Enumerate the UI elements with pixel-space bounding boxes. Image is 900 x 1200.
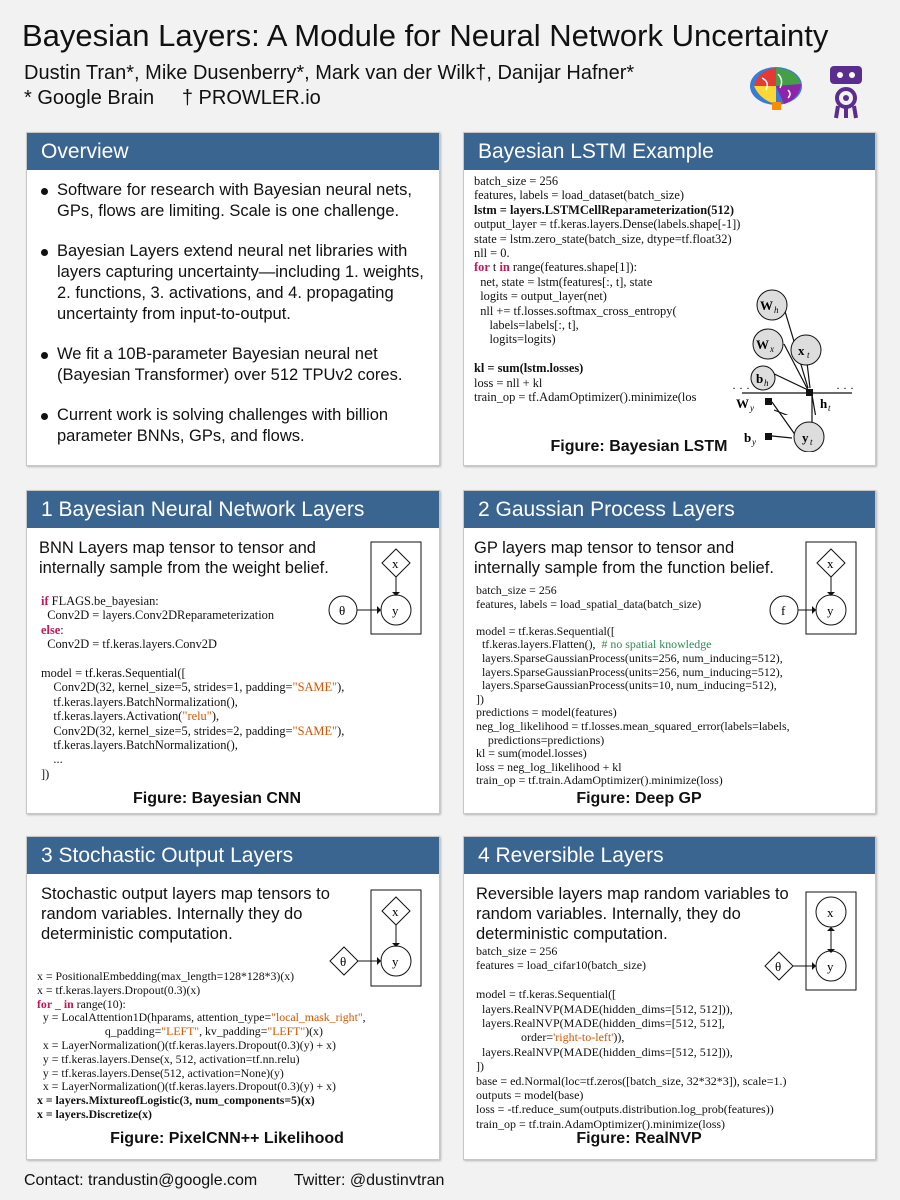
reversible-heading: 4 Reversible Layers	[464, 837, 875, 874]
lstm-node-by: b	[744, 430, 752, 445]
reversible-node-y: y	[827, 959, 834, 974]
bnn-node-theta: θ	[339, 603, 346, 618]
lstm-graphical-model	[732, 250, 872, 415]
bnn-panel	[26, 490, 440, 814]
bnn-description: BNN Layers map tensor to tensor and internally sample from the weight belief.	[39, 539, 329, 577]
poster-title: Bayesian Layers: A Module for Neural Network Uncertainty	[22, 18, 829, 53]
overview-heading: Overview	[27, 133, 439, 170]
overview-panel	[26, 132, 440, 466]
overview-bullet: Current work is solving challenges with billion parameter BNNs, GPs, and flows.	[33, 405, 427, 447]
lstm-dots-left: · · ·	[732, 381, 750, 395]
brain-logo-icon	[748, 64, 804, 110]
reversible-node-theta: θ	[775, 959, 782, 974]
footer	[24, 1172, 444, 1190]
gp-node-y: y	[827, 603, 834, 618]
affiliations: * Google Brain † PROWLER.io	[24, 87, 321, 109]
svg-text:t: t	[807, 350, 810, 360]
lstm-dots-right: · · ·	[836, 381, 854, 395]
lstm-panel	[463, 132, 876, 466]
stochastic-description: Stochastic output layers map tensors to random variables. Internally they do deterministic computation.	[41, 885, 330, 943]
gp-node-f: f	[781, 603, 786, 618]
svg-text:t: t	[828, 403, 831, 413]
twitter-handle[interactable]: Twitter: @dustinvtran	[293, 1172, 445, 1189]
robot-logo-icon	[826, 64, 866, 120]
lstm-node-bh: b	[756, 371, 764, 386]
lstm-caption: Figure: Bayesian LSTM	[550, 438, 728, 455]
bnn-node-y: y	[392, 603, 399, 618]
gp-panel	[463, 490, 876, 814]
overview-bullet: Software for research with Bayesian neural nets, GPs, flows are limiting. Scale is one challenge.	[33, 180, 427, 222]
stochastic-node-y: y	[392, 954, 399, 969]
gp-heading: 2 Gaussian Process Layers	[464, 491, 875, 528]
stochastic-panel	[26, 836, 440, 1160]
bnn-code: if FLAGS.be_bayesian: Conv2D = layers.Conv2DReparameterization else: Conv2D = tf.keras.layers.Conv2D model = tf.keras.Sequential([ Conv2D(32, kernel_size=5, strides=1, padding="SAME"), tf.keras.layers.BatchNormalization(), tf.keras.layers.Activation("relu"), Conv2D(32, kernel_size=5, strides=2, padding="SAME"), tf.keras.layers.BatchNormalization(), ... ])	[41, 594, 345, 781]
overview-list	[33, 180, 427, 447]
reversible-panel	[463, 836, 876, 1160]
lstm-node-wy: W	[736, 396, 749, 411]
contact-email[interactable]: Contact: trandustin@google.com	[24, 1172, 258, 1189]
stochastic-node-x: x	[392, 904, 399, 919]
gp-description: GP layers map tensor to tensor and internally sample from the function belief.	[474, 539, 774, 577]
overview-bullet: Bayesian Layers extend neural net libraries with layers capturing uncertainty—including 1. weights, 2. functions, 3. activations, and 4. propagating uncertainty from input-to-output.	[33, 241, 427, 325]
gp-node-x: x	[827, 556, 834, 571]
svg-text:y: y	[750, 403, 754, 413]
lstm-node-wh: W	[760, 298, 773, 313]
svg-text:h: h	[764, 378, 769, 388]
bnn-caption: Figure: Bayesian CNN	[132, 790, 302, 807]
reversible-code: batch_size = 256 features = load_cifar10(batch_size) model = tf.keras.Sequential([ layers.RealNVP(MADE(hidden_dims=[512, 512])), layers.RealNVP(MADE(hidden_dims=[512, 512], order='right-to-left')), layers.RealNVP(MADE(hidden_dims=[512, 512])), ]) base = ed.Normal(loc=tf.zeros([batch_size, 32*32*3]), scale=1.) outputs = model(base) loss = -tf.reduce_sum(outputs.distribution.log_prob(features)) train_op = tf.train.AdamOptimizer().minimize(loss)	[476, 944, 787, 1131]
reversible-caption: Figure: RealNVP	[576, 1130, 702, 1147]
stochastic-caption: Figure: PixelCNN++ Likelihood	[110, 1130, 344, 1147]
stochastic-node-theta: θ	[340, 954, 347, 969]
authors: Dustin Tran*, Mike Dusenberry*, Mark van der Wilk†, Danijar Hafner*	[24, 62, 635, 84]
gp-code: batch_size = 256 features, labels = load_spatial_data(batch_size) model = tf.keras.Sequential([ tf.keras.layers.Flatten(), # no spatial knowledge layers.SparseGaussianProcess(units=256, num_inducing=512), layers.SparseGaussianProcess(units=256, num_inducing=512), layers.SparseGaussianProcess(units=10, num_inducing=512), ]) predictions = model(features) neg_log_likelihood = tf.losses.mean_squared_error(labels=labels, predictions=predictions) kl = sum(model.losses) loss = neg_log_likelihood + kl train_op = tf.train.AdamOptimizer().minimize(loss)	[476, 583, 790, 788]
lstm-node-ht: h	[820, 396, 828, 411]
gp-caption: Figure: Deep GP	[576, 790, 702, 807]
svg-text:x: x	[770, 344, 774, 354]
reversible-description: Reversible layers map random variables to random variables. Internally, they do deterministic computation.	[476, 885, 789, 943]
bnn-heading: 1 Bayesian Neural Network Layers	[27, 491, 439, 528]
reversible-node-x: x	[827, 905, 834, 920]
lstm-node-yt: y	[802, 430, 809, 445]
bnn-node-x: x	[392, 556, 399, 571]
lstm-code: batch_size = 256 features, labels = load_dataset(batch_size) lstm = layers.LSTMCellReparameterization(512) output_layer = tf.keras.layers.Dense(labels.shape[-1]) state = lstm.zero_state(batch_size, dtype=tf.float32) nll = 0. for t in range(features.shape[1]): net, state = lstm(features[:, t], state logits = output_layer(net) nll += tf.losses.softmax_cross_entropy( labels=labels[:, t], logits=logits) kl = sum(lstm.losses) loss = nll + kl train_op = tf.AdamOptimizer().minimize(los	[474, 174, 741, 405]
lstm-heading: Bayesian LSTM Example	[464, 133, 875, 170]
stochastic-heading: 3 Stochastic Output Layers	[27, 837, 439, 874]
overview-bullet: We fit a 10B-parameter Bayesian neural net (Bayesian Transformer) over 512 TPUv2 cores.	[33, 344, 427, 386]
svg-text:y: y	[752, 437, 756, 447]
svg-text:h: h	[774, 305, 779, 315]
lstm-node-xt: x	[798, 343, 805, 358]
lstm-node-wx: W	[756, 337, 769, 352]
stochastic-code: x = PositionalEmbedding(max_length=128*128*3)(x) x = tf.keras.layers.Dropout(0.3)(x) for _ in range(10): y = LocalAttention1D(hparams, attention_type="local_mask_right", q_padding="LEFT", kv_padding="LEFT")(x) x = LayerNormalization()(tf.keras.layers.Dropout(0.3)(y) + x) y = tf.keras.layers.Dense(x, 512, activation=tf.nn.relu) y = tf.keras.layers.Dense(512, activation=None)(y) x = LayerNormalization()(tf.keras.layers.Dropout(0.3)(y) + x) x = layers.MixtureofLogistic(3, num_components=5)(x) x = layers.Discretize(x)	[37, 969, 366, 1121]
svg-text:t: t	[810, 437, 813, 447]
